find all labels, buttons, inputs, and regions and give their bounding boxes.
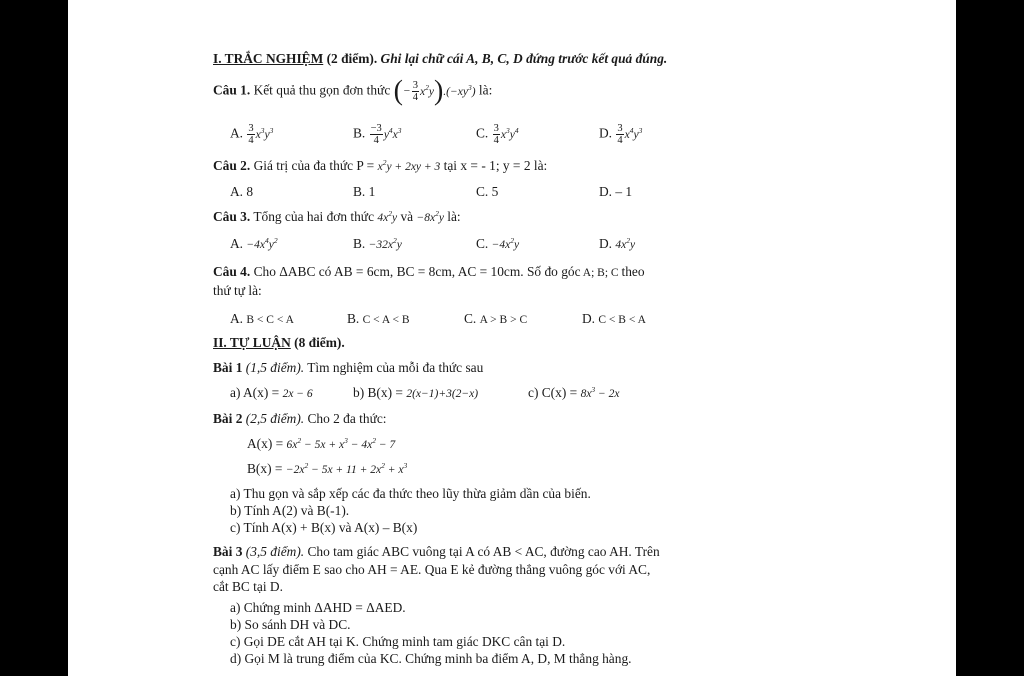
q2-option-c: C. 5 xyxy=(476,184,499,199)
document-page xyxy=(68,0,956,676)
bai-3-item-b: b) So sánh DH và DC. xyxy=(230,617,351,632)
question-4-text: Cho ΔABC có AB = 6cm, BC = 8cm, AC = 10cm. Số đo góc xyxy=(250,264,581,279)
question-4-suffix: theo xyxy=(621,264,645,279)
question-2-text: Giá trị của đa thức P = xyxy=(250,158,375,173)
question-3: Câu 3. Tổng của hai đơn thức $4x^2y$ và $-8x^2y$ là: xyxy=(213,209,461,224)
q2-option-a: A. 8 xyxy=(230,184,254,199)
q1-option-c: C. $\frac{3}{4}$ $x^3y^4$ xyxy=(476,123,519,147)
question-2-label: Câu 2. xyxy=(213,158,251,173)
section-1-heading xyxy=(213,51,667,68)
bai-2-item-a: a) Thu gọn và sắp xếp các đa thức theo lũy thừa giảm dần của biến. xyxy=(230,486,591,501)
question-4-angles: A; B; C xyxy=(580,267,622,279)
question-2-suffix: tại x = - 1; y = 2 là: xyxy=(440,158,548,173)
bai-2-polynomial-a: $A(x) = 6x^2 - 5x + x^3 - 4x^2 - 7$ xyxy=(247,436,396,451)
q4-option-c: C. A > B > C xyxy=(464,311,528,326)
section-2-points: (8 điểm). xyxy=(290,335,345,350)
q3-option-b: B. $-32x^2y$ xyxy=(353,236,402,251)
q4-option-b: B. C < A < B xyxy=(347,311,410,326)
question-3-suffix: là: xyxy=(443,209,461,224)
section-1-title: I. TRẮC NGHIỆM xyxy=(213,51,324,66)
bai-1-c: c) $C(x) = 8x^3 - 2x$ xyxy=(528,385,620,400)
q2-option-b: B. 1 xyxy=(353,184,376,199)
q4-option-d: D. C < B < A xyxy=(582,311,646,326)
bai-2-heading: Bài 2 (2,5 điểm). Cho 2 đa thức: xyxy=(213,411,387,426)
bai-3-text-2: cạnh AC lấy điểm E sao cho AH = AE. Qua E kẻ đường thẳng vuông góc với AC, xyxy=(213,562,651,577)
bai-1-b: b) B(x) = 2(x−1)+3(2−x) xyxy=(353,385,479,400)
question-1-suffix: là: xyxy=(478,82,493,98)
bai-3-heading: Bài 3 (3,5 điểm). Cho tam giác ABC vuông tại A có AB < AC, đường cao AH. Trên xyxy=(213,544,660,559)
bai-3-item-d: d) Gọi M là trung điểm của KC. Chứng minh ba điểm A, D, M thẳng hàng. xyxy=(230,651,632,666)
section-1-points: (2 điểm). xyxy=(323,51,378,66)
section-2-heading xyxy=(213,335,345,352)
q3-option-d: D. $4x^2y$ xyxy=(599,236,636,251)
q2-option-d: D. – 1 xyxy=(599,184,633,199)
question-3-text: Tổng của hai đơn thức xyxy=(250,209,375,224)
bai-2-polynomial-b: $B(x) = -2x^2 - 5x + 11 + 2x^2 + x^3$ xyxy=(247,461,408,476)
paren-close: ) xyxy=(433,75,444,107)
bai-3-text-3: cắt BC tại D. xyxy=(213,579,283,594)
question-1: Câu 1. Kết quả thu gọn đơn thức (− $\frac{3}{4}$ $x^2y).(-xy^3)$ là: xyxy=(213,75,493,107)
bai-2-item-c: c) Tính A(x) + B(x) và A(x) – B(x) xyxy=(230,520,418,535)
bai-1-heading: Bài 1 (1,5 điểm). Tìm nghiệm của mỗi đa thức sau xyxy=(213,360,484,375)
bai-3-item-c: c) Gọi DE cắt AH tại K. Chứng minh tam giác DKC cân tại D. xyxy=(230,634,566,649)
q3-option-c: C. $-4x^2y$ xyxy=(476,236,520,251)
q3-option-a: A. $-4x^4y^2$ xyxy=(230,236,278,251)
q4-option-a: A. B < C < A xyxy=(230,311,294,326)
question-1-label: Câu 1. xyxy=(213,82,251,98)
section-2-title: II. TỰ LUẬN xyxy=(213,335,291,350)
question-3-mid: và xyxy=(397,209,417,224)
question-2: Câu 2. Giá trị của đa thức $P = x^2y + 2xy + 3$ tại x = - 1; y = 2 là: xyxy=(213,158,548,173)
question-4 xyxy=(213,264,645,281)
question-1-text: Kết quả thu gọn đơn thức xyxy=(250,82,391,98)
section-1-instruction: Ghi lại chữ cái A, B, C, D đứng trước kết quả đúng. xyxy=(377,51,668,66)
q1-option-a: A. $\frac{3}{4}$ $x^3y^3$ xyxy=(230,123,274,147)
q1-option-b: B. $\frac{-3}{4}$ $y^4x^3$ xyxy=(353,123,402,147)
question-4-line2: thứ tự là: xyxy=(213,283,262,298)
paren-open: ( xyxy=(393,75,403,107)
q1-option-d: D. $\frac{3}{4}$ $x^4y^3$ xyxy=(599,123,643,147)
q1-fraction: $\frac{3}{4}$ xyxy=(412,80,418,104)
bai-2-item-b: b) Tính A(2) và B(-1). xyxy=(230,503,350,518)
bai-1-a: a) A(x) = 2x − 6 xyxy=(230,385,313,400)
question-4-label: Câu 4. xyxy=(213,264,251,279)
question-3-label: Câu 3. xyxy=(213,209,251,224)
bai-3-item-a: a) Chứng minh ΔAHD = ΔAED. xyxy=(230,600,406,615)
